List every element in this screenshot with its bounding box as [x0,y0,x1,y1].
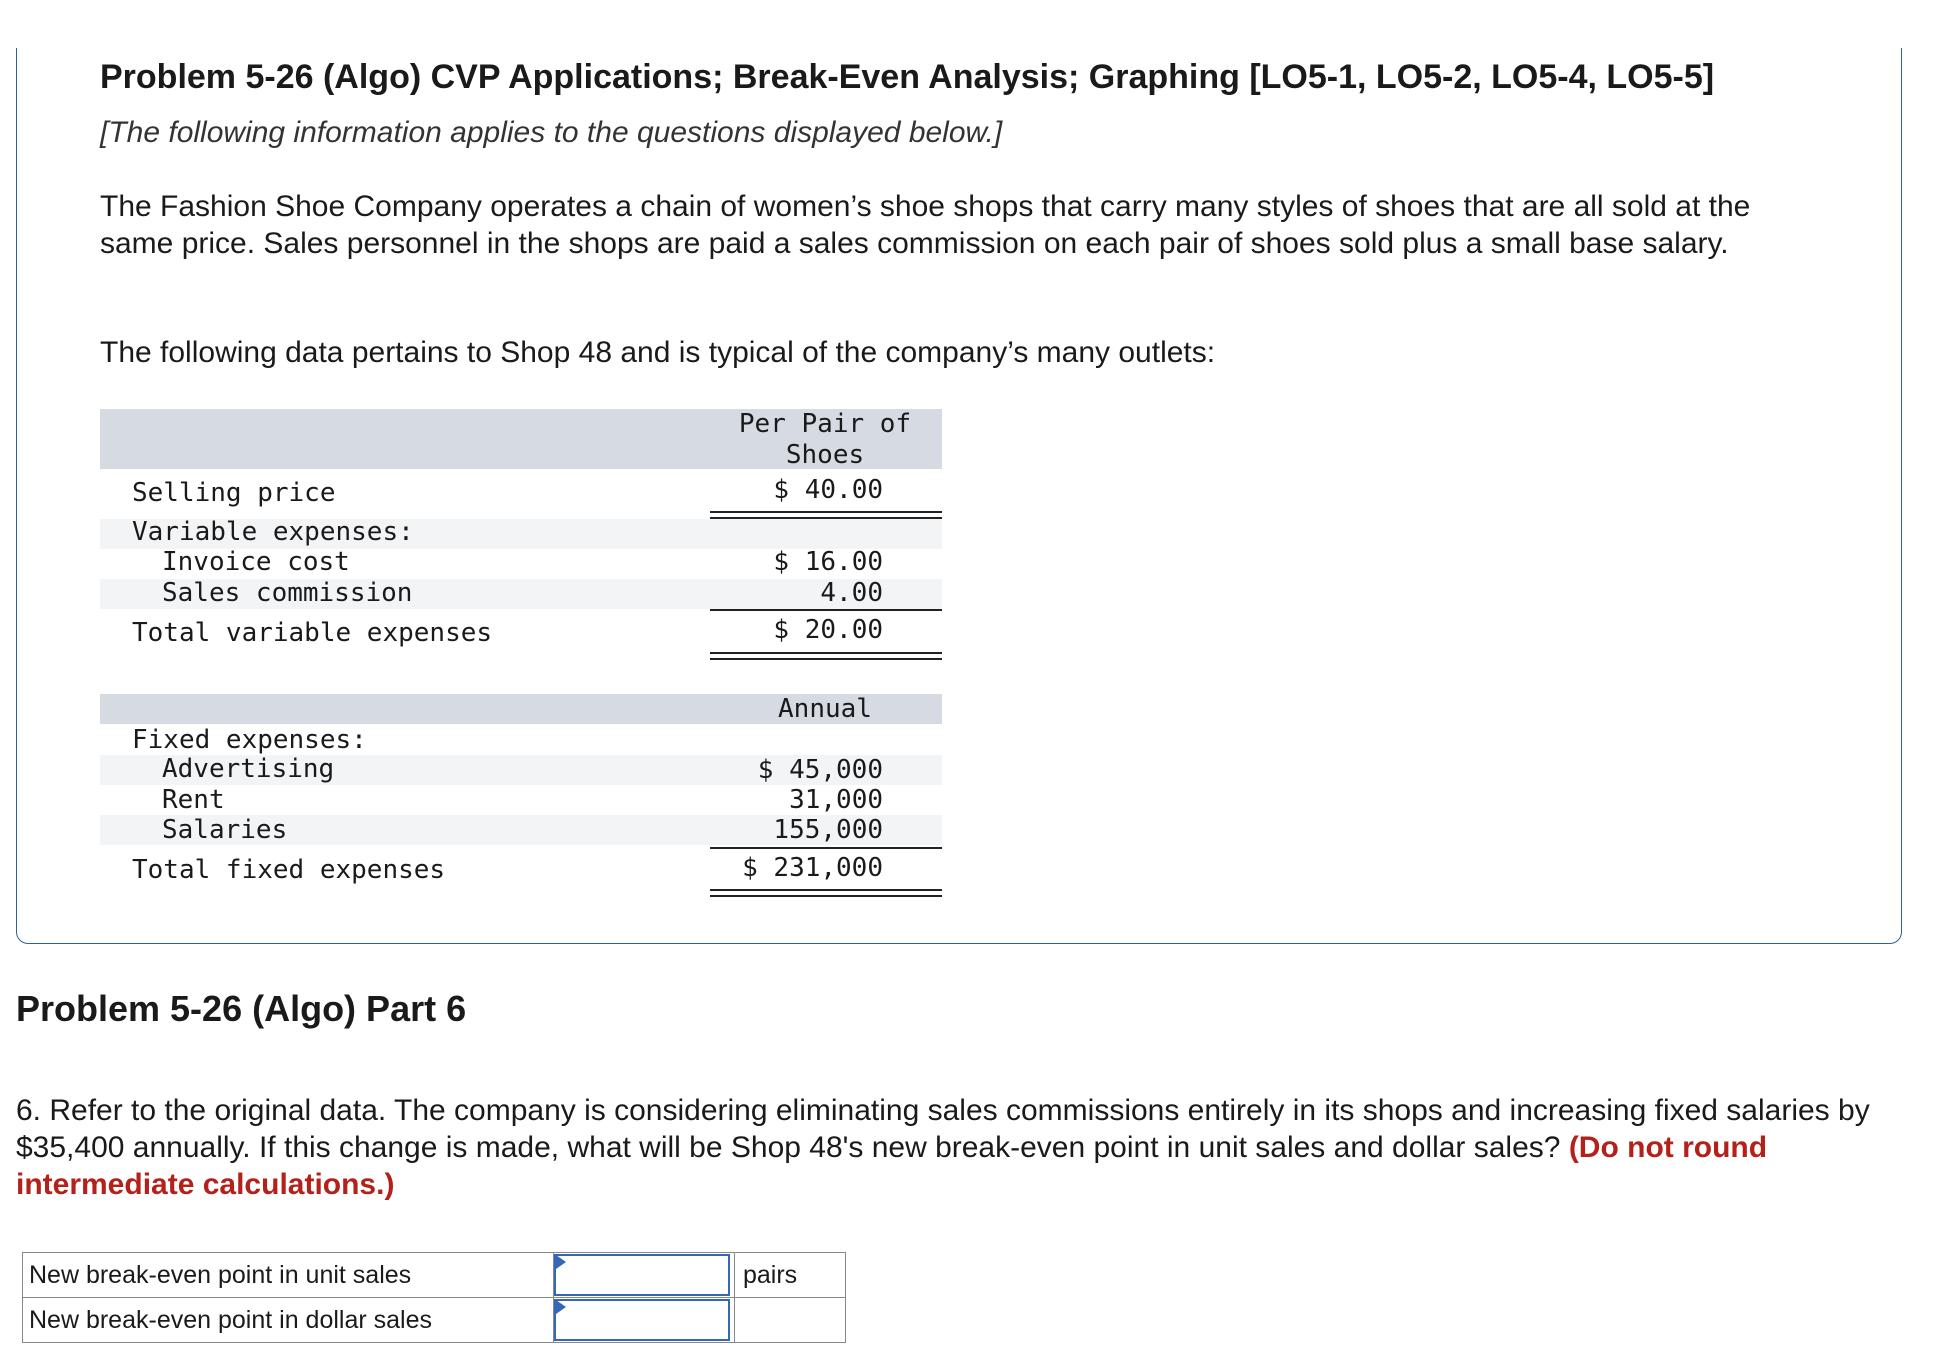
sales-commission-label: Sales commission [162,578,413,608]
part-title: Problem 5-26 (Algo) Part 6 [16,988,467,1029]
double-rule [710,511,942,519]
intro-paragraph: The Fashion Shoe Company operates a chain of women’s shoe shops that carry many styles of shoes that are all sold at the same price. Sales personnel in the shops are paid a sales commission on each pair of shoes sold plus a small base salary. [100,190,1751,260]
dollar-sales-unit [735,1298,846,1343]
rule [710,609,942,611]
advertising-label: Advertising [162,754,335,784]
rent-label: Rent [162,785,225,815]
total-variable-value: $ 20.00 [773,615,883,645]
unit-sales-label: New break-even point in unit sales [23,1253,554,1298]
total-fixed-value: $ 231,000 [742,853,883,883]
input-marker-icon [556,1255,566,1269]
unit-sales-unit: pairs [735,1253,846,1298]
invoice-cost-label: Invoice cost [162,547,350,577]
context-note: [The following information applies to the questions displayed below.] [100,116,1003,149]
selling-price-label: Selling price [132,478,336,508]
unit-sales-input[interactable] [554,1254,730,1296]
question-text [16,1092,1896,1203]
total-fixed-label: Total fixed expenses [132,855,446,885]
question-body: 6. Refer to the original data. The company is considering eliminating sales commissions entirely in its shops and increasing fixed salaries by $35,400 annually. If this change is made, what will be Shop 48's new break-even point in unit sales and dollar sales? [16,1094,1870,1164]
invoice-cost-value: $ 16.00 [773,547,883,577]
dollar-sales-input[interactable] [554,1299,730,1341]
variable-expenses-header: Variable expenses: [132,517,414,547]
rule [710,847,942,849]
salaries-value: 155,000 [773,815,883,845]
answer-row-dollar-sales [23,1298,846,1343]
problem-title: Problem 5-26 (Algo) CVP Applications; Break-Even Analysis; Graphing [LO5-1, LO5-2, LO5-4, LO5-5] [100,58,1715,96]
fixed-expenses-header: Fixed expenses: [132,725,367,755]
answer-table [22,1252,846,1343]
dollar-sales-label: New break-even point in dollar sales [23,1298,554,1343]
dollar-sales-cell [554,1298,735,1343]
input-marker-icon [556,1300,566,1314]
data-intro: The following data pertains to Shop 48 and is typical of the company’s many outlets: [100,336,1216,369]
answer-row-unit-sales [23,1253,846,1298]
salaries-label: Salaries [162,815,288,845]
advertising-value: $ 45,000 [757,755,883,785]
rent-value: 31,000 [789,785,883,815]
selling-price-value: $ 40.00 [773,475,883,505]
unit-sales-cell [554,1253,735,1298]
sales-commission-value: 4.00 [820,578,883,608]
per-pair-header: Per Pair of Shoes [738,409,912,470]
annual-header: Annual [778,694,872,724]
double-rule [710,652,942,660]
total-variable-label: Total variable expenses [132,618,493,648]
rounding-instruction: (Do not round intermediate calculations.) [16,1131,1768,1201]
double-rule [710,889,942,897]
